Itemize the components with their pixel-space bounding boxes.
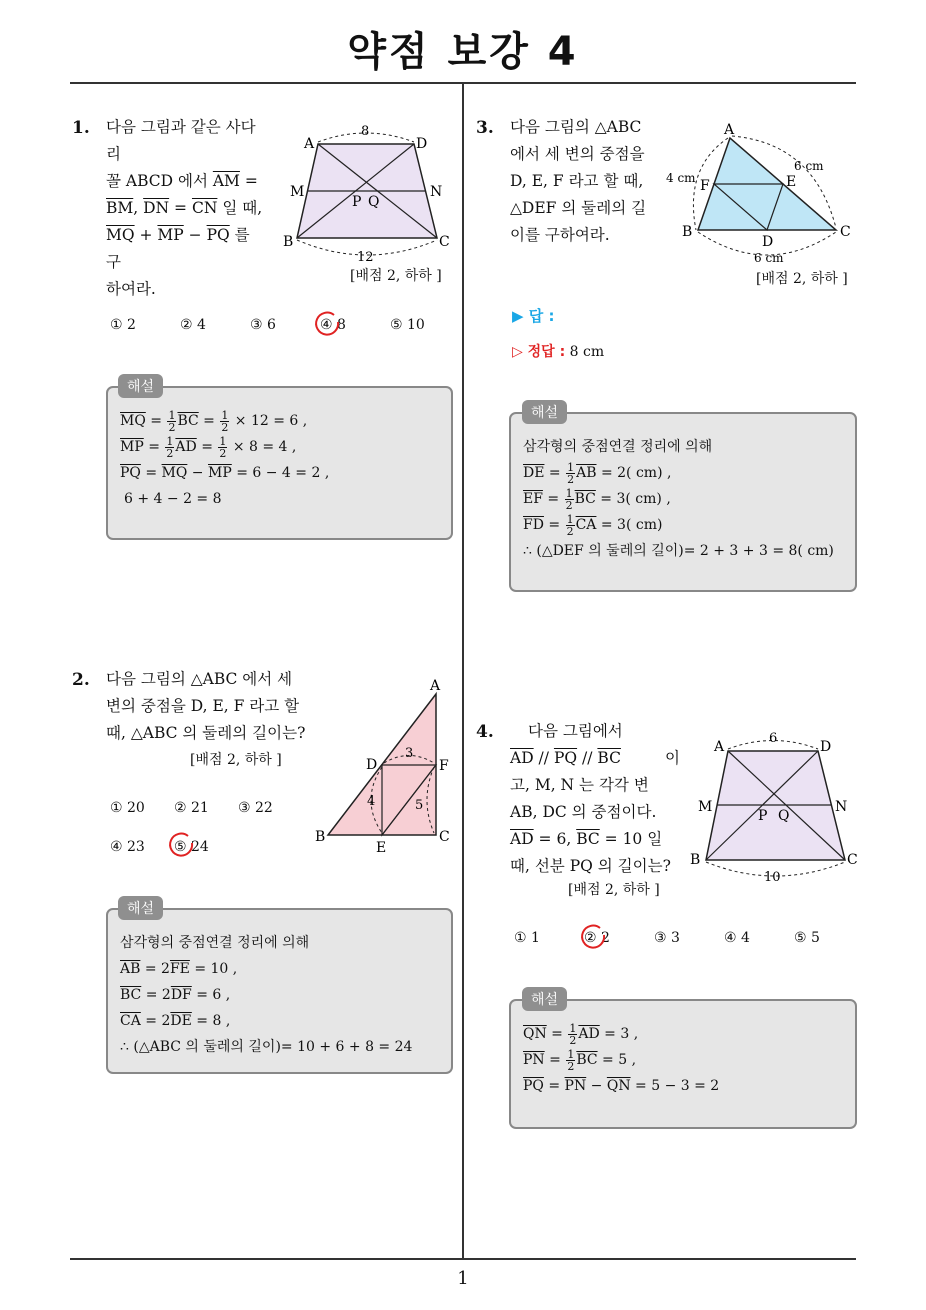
label-top: 6 — [769, 731, 778, 746]
question-2-number: 2. — [72, 670, 90, 690]
label-ab: 4 cm — [666, 171, 696, 185]
label-C: C — [840, 224, 851, 240]
label-A: A — [430, 678, 441, 694]
choice-5[interactable]: ⑤ 10 — [390, 317, 425, 333]
question-4-choices — [514, 930, 854, 950]
question-2-solution-tag: 해설 — [118, 896, 163, 920]
choice-5[interactable]: ⑤ 24 — [174, 839, 209, 855]
label-3: 3 — [405, 746, 414, 761]
choice-3[interactable]: ③ 6 — [250, 317, 276, 333]
column-divider — [462, 84, 464, 1260]
label-C: C — [439, 829, 450, 845]
correct-answer: ▷ 정답 : 8 cm — [512, 344, 605, 360]
choice-1[interactable]: ① 2 — [110, 317, 136, 333]
label-M: M — [290, 184, 305, 200]
label-5: 5 — [415, 798, 424, 813]
label-E: E — [786, 174, 797, 190]
label-M: M — [698, 799, 713, 815]
question-3-score: [배점 2, 하하 ] — [756, 271, 848, 287]
label-B: B — [682, 224, 693, 240]
answer-label: ▶ 답 : — [512, 307, 555, 325]
label-D: D — [762, 234, 774, 250]
label-Q: Q — [368, 194, 380, 210]
label-A: A — [304, 136, 315, 152]
choice-1[interactable]: ① 20 — [110, 800, 145, 816]
label-P: P — [758, 808, 768, 824]
question-4-solution: $\overline{QN}$ = $\frac{1}{2}$ $\overline{AD} = 3$ , $\overline{PN}$ = $\frac{1}{2}$ $\overline{BC} = 5$ , $\overline{PQ} = \overline{PN} - \overline{QN} = 5 - 3 = 2$ — [509, 999, 857, 1129]
label-D: D — [416, 136, 428, 152]
choice-4[interactable]: ④ 4 — [724, 930, 750, 946]
question-4-figure — [690, 728, 865, 888]
choice-2[interactable]: ② 2 — [584, 930, 610, 946]
label-ac: 6 cm — [794, 159, 824, 173]
choice-2[interactable]: ② 4 — [180, 317, 206, 333]
question-2-text: 다음 그림의 △ABC 에서 세 변의 중점을 D, E, F 라고 할 때, △ABC 의 둘레의 길이는? — [106, 670, 306, 742]
choice-4[interactable]: ④ 8 — [320, 317, 346, 333]
question-3-number: 3. — [476, 118, 494, 138]
question-4-text: 다음 그림에서 $\overline{AD} // \overline{PQ} // \overline{BC}$ 이 고, M, N 는 각각 변 AB, DC 의 중점이다. $\overline{AD} = 6$, $\overline{BC} = 10$ 일 때, 선분 PQ 의 길이는? — [510, 722, 680, 875]
question-3-figure — [664, 118, 864, 268]
question-1-score: [배점 2, 하하 ] — [350, 268, 442, 284]
question-4-score: [배점 2, 하하 ] — [568, 882, 660, 898]
label-F: F — [700, 178, 710, 194]
question-3-solution-tag: 해설 — [522, 400, 567, 424]
question-1-solution-tag: 해설 — [118, 374, 163, 398]
question-2-solution: 삼각형의 중점연결 정리에 의해 $\overline{AB} = 2\overline{FE} = 10$ , $\overline{BC} = 2\overline{DF} = 6$ , $\overline{CA} = 2\overline{DE} = 8$ , ∴ (△ABC 의 둘레의 길이)= 10 + 6 + 8 = 24 — [106, 908, 453, 1074]
question-2-figure — [310, 672, 460, 857]
choice-5[interactable]: ⑤ 5 — [794, 930, 820, 946]
choice-1[interactable]: ① 1 — [514, 930, 540, 946]
question-4-number: 4. — [476, 722, 494, 742]
label-C: C — [847, 852, 858, 868]
label-D: D — [820, 739, 832, 755]
question-1-figure — [282, 120, 457, 265]
question-3-solution: 삼각형의 중점연결 정리에 의해 $\overline{DE}$ = $\frac{1}{2}$ $\overline{AB} = 2$( cm) , $\overline{EF}$ = $\frac{1}{2}$ $\overline{BC} = 3$( cm) , $\overline{FD}$ = $\frac{1}{2}$ $\overline{CA} = 3$( cm) ∴ (△DEF 의 둘레의 길이)= 2 + 3 + 3 = 8( cm) — [509, 412, 857, 592]
footer-rule — [70, 1258, 856, 1260]
label-4: 4 — [367, 794, 376, 809]
label-D: D — [366, 757, 378, 773]
label-A: A — [724, 122, 735, 138]
choice-2[interactable]: ② 21 — [174, 800, 209, 816]
answer-circle-mark — [166, 831, 196, 861]
label-P: P — [352, 194, 362, 210]
label-bottom: 10 — [764, 870, 781, 885]
question-2-score: [배점 2, 하하 ] — [190, 752, 282, 768]
question-4-solution-tag: 해설 — [522, 987, 567, 1011]
label-C: C — [439, 234, 450, 250]
label-Q: Q — [778, 808, 790, 824]
label-B: B — [283, 234, 294, 250]
label-N: N — [835, 799, 848, 815]
label-bottom: 12 — [357, 250, 374, 265]
question-3-text: 다음 그림의 △ABC 에서 세 변의 중점을 D, E, F 라고 할 때, △DEF 의 둘레의 길 이를 구하여라. — [510, 118, 647, 244]
label-B: B — [315, 829, 326, 845]
question-1-solution: $\overline{MQ}$ = $\frac{1}{2}$ $\overline{BC}$ = $\frac{1}{2}$ × 12 = 6 , $\overline{MP}$ = $\frac{1}{2}$ $\overline{AD}$ = $\frac{1}{2}$ × 8 = 4 , $\overline{PQ} = \overline{MQ} - \overline{MP} = 6 - 4 = 2$ , 6 + 4 − 2 = 8 — [106, 386, 453, 540]
label-N: N — [430, 184, 443, 200]
label-F: F — [439, 758, 449, 774]
question-1-number: 1. — [72, 118, 90, 138]
answer-circle-mark — [578, 923, 608, 953]
page-number: 1 — [457, 1268, 469, 1289]
choice-3[interactable]: ③ 22 — [238, 800, 273, 816]
choice-3[interactable]: ③ 3 — [654, 930, 680, 946]
label-B: B — [690, 852, 701, 868]
answer-circle-mark — [312, 310, 342, 340]
label-bc: 6 cm — [754, 251, 784, 265]
label-A: A — [714, 739, 725, 755]
question-2-choices — [110, 800, 310, 860]
label-E: E — [376, 840, 387, 856]
page-title: 약점 보강 4 — [347, 29, 579, 75]
label-top: 8 — [361, 124, 370, 139]
choice-4[interactable]: ④ 23 — [110, 839, 145, 855]
question-1-text: 다음 그림과 같은 사다리 꼴 ABCD 에서 $\overline{AM}$ = $\overline{BM}$, $\overline{DN} = \overline{CN}$ 일 때, $\overline{MQ} + \overline{MP} - \overline{PQ}$ 를 구 하여라. — [106, 118, 263, 298]
question-1-choices — [110, 317, 450, 337]
